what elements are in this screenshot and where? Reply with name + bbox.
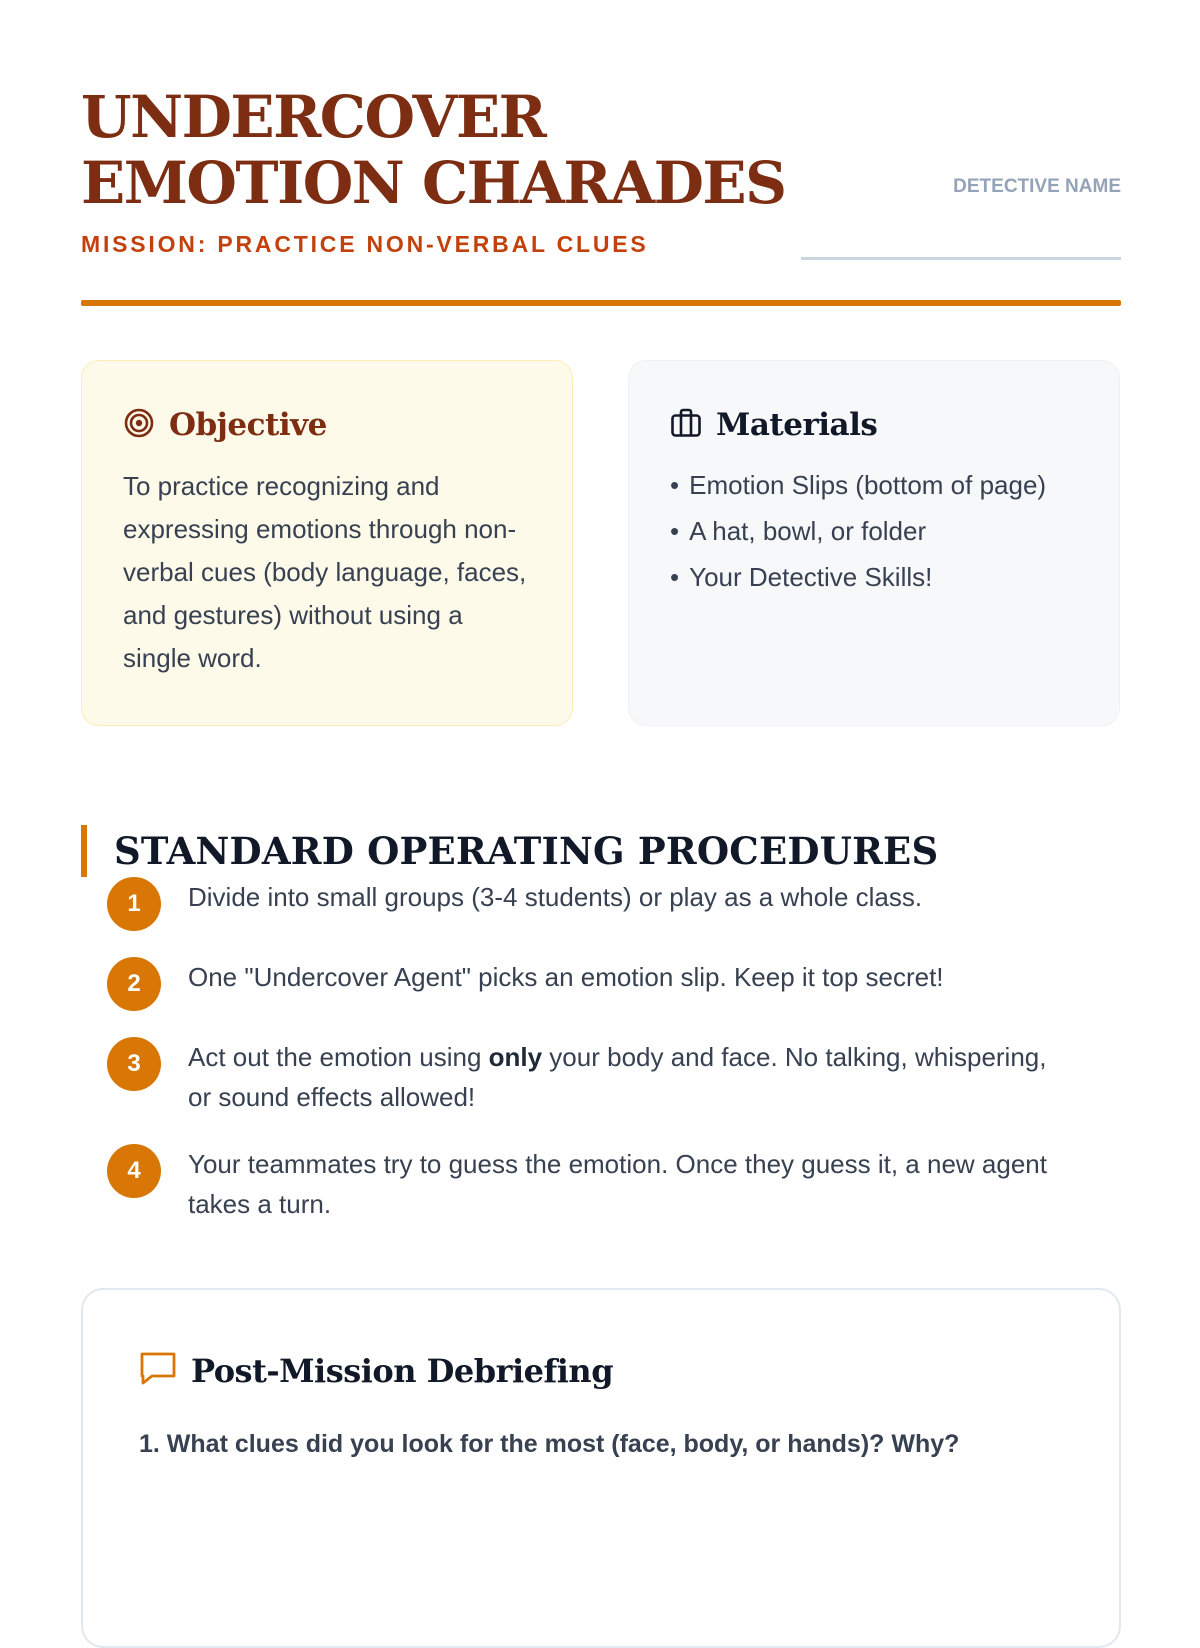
- step-2: [107, 957, 1067, 1011]
- step-number-badge: 1: [107, 877, 161, 931]
- debrief-question-1: 1. What clues did you look for the most (face, body, or hands)? Why?: [139, 1430, 960, 1458]
- objective-header: [123, 405, 532, 445]
- detective-name-field[interactable]: [801, 257, 1121, 260]
- header-divider: [81, 300, 1121, 306]
- materials-title: Materials: [716, 407, 878, 443]
- sop-heading: STANDARD OPERATING PROCEDURES: [81, 825, 938, 877]
- objective-title: Objective: [169, 407, 327, 443]
- list-item: • Emotion Slips (bottom of page): [670, 465, 1079, 505]
- briefcase-icon: [670, 407, 702, 444]
- materials-header: [670, 405, 1079, 445]
- debriefing-card: [81, 1288, 1121, 1648]
- step-number-badge: 2: [107, 957, 161, 1011]
- mission-subtitle: MISSION: PRACTICE NON-VERBAL CLUES: [81, 231, 649, 257]
- materials-list: [670, 465, 1079, 597]
- step-text: Your teammates try to guess the emotion. Once they guess it, a new agent takes a turn.: [188, 1149, 1047, 1219]
- list-item: • Your Detective Skills!: [670, 557, 1079, 597]
- step-number-badge: 3: [107, 1037, 161, 1091]
- step-text-part: Act out the emotion using: [188, 1042, 489, 1072]
- step-text: One "Undercover Agent" picks an emotion slip. Keep it top secret!: [188, 962, 944, 992]
- debriefing-header: [139, 1350, 613, 1391]
- materials-card: [628, 360, 1120, 726]
- detective-name-label: DETECTIVE NAME: [953, 176, 1121, 197]
- objective-card: [81, 360, 573, 726]
- step-3: [107, 1037, 1067, 1117]
- step-text: [188, 1037, 1067, 1117]
- worksheet-header: [81, 84, 1121, 306]
- page-title: UNDERCOVER EMOTION CHARADES: [81, 83, 786, 217]
- step-1: [107, 877, 1067, 931]
- step-text-part: your body and face. No talking, whispering, or sound effects allowed!: [188, 1042, 1047, 1112]
- step-text: Divide into small groups (3-4 students) or play as a whole class.: [188, 882, 923, 912]
- step-text-emphasis: only: [488, 1042, 543, 1072]
- step-4: [107, 1144, 1067, 1224]
- list-item: • A hat, bowl, or folder: [670, 511, 1079, 551]
- objective-text: To practice recognizing and expressing emotions through non-verbal cues (body language, faces, and gestures) without using a single word.: [123, 471, 527, 673]
- debriefing-title: Post-Mission Debriefing: [191, 1351, 614, 1390]
- step-number-badge: 4: [107, 1144, 161, 1198]
- target-icon: [123, 407, 155, 444]
- chat-bubble-icon: [139, 1350, 177, 1391]
